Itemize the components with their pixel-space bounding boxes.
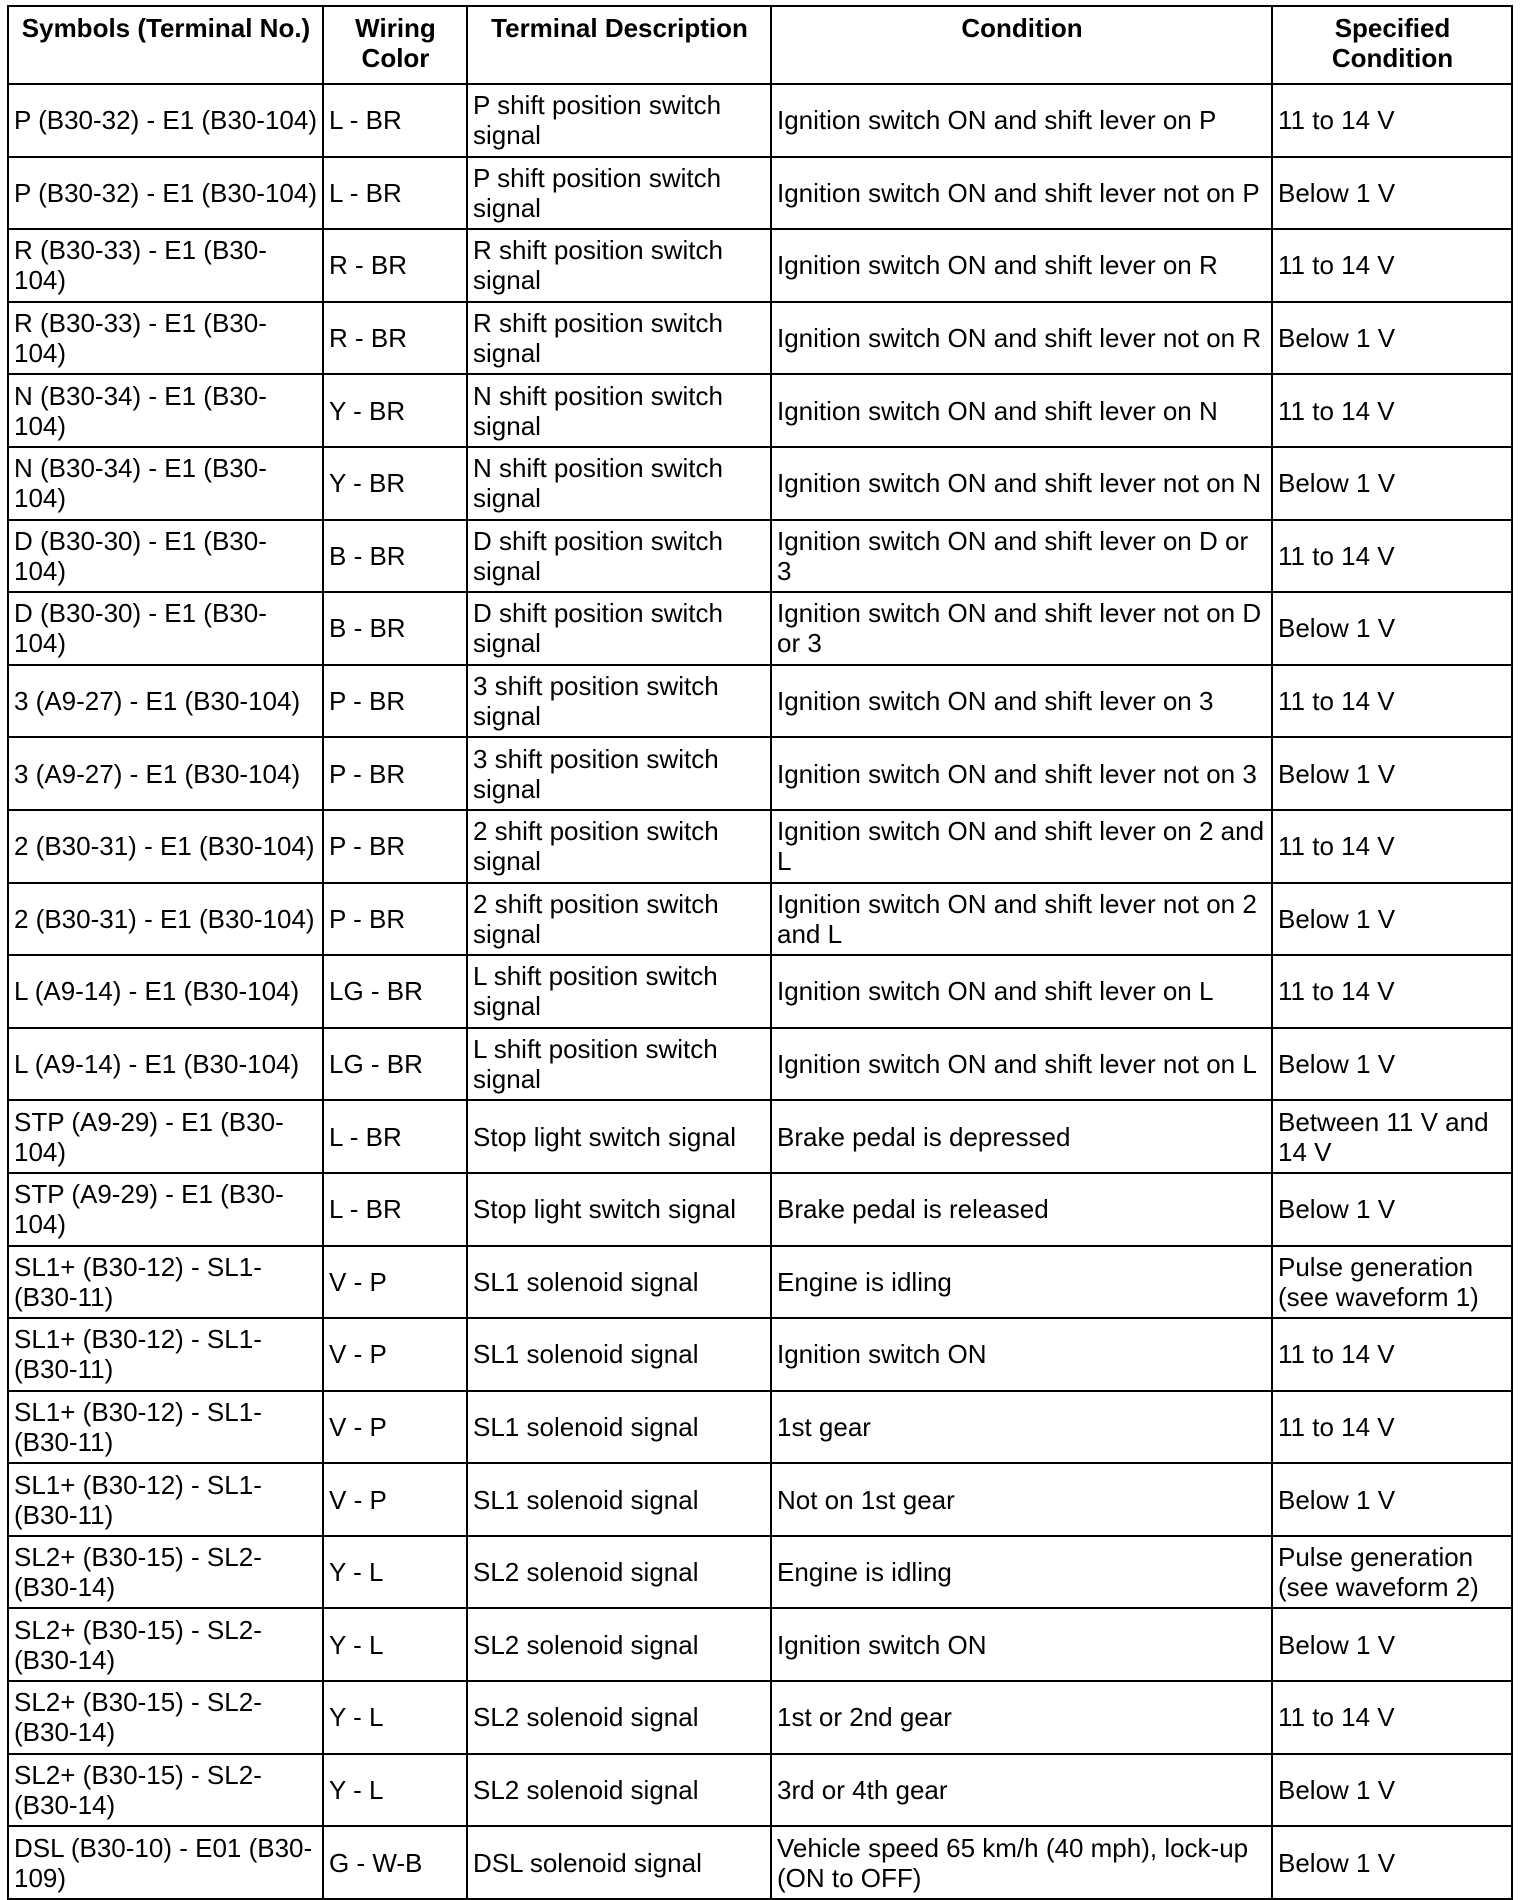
cell-wiring-color: LG - BR — [323, 955, 467, 1028]
table-row — [8, 592, 1512, 665]
cell-terminal-description: SL2 solenoid signal — [467, 1536, 771, 1609]
cell-specified-condition: Below 1 V — [1272, 1826, 1512, 1899]
cell-condition: Brake pedal is depressed — [771, 1100, 1272, 1173]
cell-specified-condition: Below 1 V — [1272, 157, 1512, 230]
terminal-specification-table — [7, 5, 1513, 1900]
cell-symbols: R (B30-33) - E1 (B30-104) — [8, 229, 323, 302]
cell-symbols: 3 (A9-27) - E1 (B30-104) — [8, 665, 323, 738]
cell-specified-condition: 11 to 14 V — [1272, 665, 1512, 738]
cell-wiring-color: P - BR — [323, 883, 467, 956]
cell-symbols: SL2+ (B30-15) - SL2- (B30-14) — [8, 1536, 323, 1609]
cell-terminal-description: 3 shift position switch signal — [467, 737, 771, 810]
cell-wiring-color: V - P — [323, 1246, 467, 1319]
cell-specified-condition: 11 to 14 V — [1272, 1391, 1512, 1464]
table-row — [8, 665, 1512, 738]
cell-symbols: R (B30-33) - E1 (B30-104) — [8, 302, 323, 375]
cell-symbols: SL2+ (B30-15) - SL2- (B30-14) — [8, 1754, 323, 1827]
cell-symbols: L (A9-14) - E1 (B30-104) — [8, 1028, 323, 1101]
cell-wiring-color: L - BR — [323, 1100, 467, 1173]
cell-condition: Ignition switch ON and shift lever on R — [771, 229, 1272, 302]
cell-condition: Engine is idling — [771, 1536, 1272, 1609]
cell-symbols: 2 (B30-31) - E1 (B30-104) — [8, 883, 323, 956]
cell-specified-condition: Pulse generation (see waveform 2) — [1272, 1536, 1512, 1609]
cell-condition: Ignition switch ON and shift lever not on R — [771, 302, 1272, 375]
cell-specified-condition: 11 to 14 V — [1272, 1318, 1512, 1391]
cell-condition: Ignition switch ON — [771, 1608, 1272, 1681]
cell-terminal-description: SL1 solenoid signal — [467, 1318, 771, 1391]
cell-specified-condition: 11 to 14 V — [1272, 84, 1512, 157]
cell-symbols: D (B30-30) - E1 (B30-104) — [8, 592, 323, 665]
cell-symbols: 2 (B30-31) - E1 (B30-104) — [8, 810, 323, 883]
cell-condition: Ignition switch ON and shift lever on P — [771, 84, 1272, 157]
cell-condition: Ignition switch ON — [771, 1318, 1272, 1391]
cell-terminal-description: 2 shift position switch signal — [467, 883, 771, 956]
cell-terminal-description: L shift position switch signal — [467, 955, 771, 1028]
header-specified-condition: Specified Condition — [1272, 6, 1512, 84]
cell-symbols: STP (A9-29) - E1 (B30-104) — [8, 1173, 323, 1246]
cell-terminal-description: 2 shift position switch signal — [467, 810, 771, 883]
cell-terminal-description: 3 shift position switch signal — [467, 665, 771, 738]
table-row — [8, 737, 1512, 810]
cell-wiring-color: Y - BR — [323, 374, 467, 447]
cell-symbols: SL1+ (B30-12) - SL1- (B30-11) — [8, 1246, 323, 1319]
cell-specified-condition: 11 to 14 V — [1272, 374, 1512, 447]
table-row — [8, 883, 1512, 956]
table-body — [8, 84, 1512, 1899]
cell-specified-condition: Pulse generation (see waveform 1) — [1272, 1246, 1512, 1319]
cell-specified-condition: 11 to 14 V — [1272, 520, 1512, 593]
cell-specified-condition: Below 1 V — [1272, 737, 1512, 810]
cell-wiring-color: Y - L — [323, 1754, 467, 1827]
cell-condition: Ignition switch ON and shift lever not on N — [771, 447, 1272, 520]
cell-condition: Engine is idling — [771, 1246, 1272, 1319]
table-row — [8, 302, 1512, 375]
cell-terminal-description: SL1 solenoid signal — [467, 1463, 771, 1536]
cell-specified-condition: 11 to 14 V — [1272, 1681, 1512, 1754]
cell-wiring-color: Y - BR — [323, 447, 467, 520]
table-row — [8, 374, 1512, 447]
cell-symbols: DSL (B30-10) - E01 (B30-109) — [8, 1826, 323, 1899]
table-row — [8, 84, 1512, 157]
cell-wiring-color: Y - L — [323, 1681, 467, 1754]
table-row — [8, 520, 1512, 593]
cell-wiring-color: L - BR — [323, 84, 467, 157]
cell-condition: Ignition switch ON and shift lever on L — [771, 955, 1272, 1028]
cell-symbols: SL1+ (B30-12) - SL1- (B30-11) — [8, 1318, 323, 1391]
cell-symbols: STP (A9-29) - E1 (B30-104) — [8, 1100, 323, 1173]
cell-terminal-description: SL2 solenoid signal — [467, 1754, 771, 1827]
cell-specified-condition: Below 1 V — [1272, 1754, 1512, 1827]
cell-condition: Ignition switch ON and shift lever not on 3 — [771, 737, 1272, 810]
cell-wiring-color: R - BR — [323, 302, 467, 375]
table-row — [8, 1826, 1512, 1899]
cell-terminal-description: R shift position switch signal — [467, 302, 771, 375]
cell-symbols: D (B30-30) - E1 (B30-104) — [8, 520, 323, 593]
cell-condition: Ignition switch ON and shift lever not on P — [771, 157, 1272, 230]
cell-terminal-description: P shift position switch signal — [467, 84, 771, 157]
cell-wiring-color: P - BR — [323, 665, 467, 738]
cell-terminal-description: Stop light switch signal — [467, 1100, 771, 1173]
cell-wiring-color: P - BR — [323, 810, 467, 883]
table-row — [8, 1318, 1512, 1391]
cell-terminal-description: N shift position switch signal — [467, 447, 771, 520]
cell-symbols: 3 (A9-27) - E1 (B30-104) — [8, 737, 323, 810]
cell-terminal-description: L shift position switch signal — [467, 1028, 771, 1101]
table-row — [8, 1028, 1512, 1101]
cell-terminal-description: D shift position switch signal — [467, 592, 771, 665]
cell-wiring-color: V - P — [323, 1318, 467, 1391]
table-row — [8, 1463, 1512, 1536]
cell-wiring-color: B - BR — [323, 592, 467, 665]
table-row — [8, 1173, 1512, 1246]
cell-terminal-description: Stop light switch signal — [467, 1173, 771, 1246]
cell-wiring-color: LG - BR — [323, 1028, 467, 1101]
header-wiring-color: Wiring Color — [323, 6, 467, 84]
cell-specified-condition: Below 1 V — [1272, 1463, 1512, 1536]
cell-terminal-description: SL2 solenoid signal — [467, 1608, 771, 1681]
cell-specified-condition: Between 11 V and 14 V — [1272, 1100, 1512, 1173]
cell-condition: Brake pedal is released — [771, 1173, 1272, 1246]
cell-condition: Ignition switch ON and shift lever on N — [771, 374, 1272, 447]
cell-symbols: P (B30-32) - E1 (B30-104) — [8, 157, 323, 230]
cell-terminal-description: N shift position switch signal — [467, 374, 771, 447]
cell-condition: Ignition switch ON and shift lever on D or 3 — [771, 520, 1272, 593]
cell-condition: Vehicle speed 65 km/h (40 mph), lock-up (ON to OFF) — [771, 1826, 1272, 1899]
cell-condition: Not on 1st gear — [771, 1463, 1272, 1536]
cell-wiring-color: V - P — [323, 1391, 467, 1464]
cell-condition: Ignition switch ON and shift lever on 2 and L — [771, 810, 1272, 883]
cell-symbols: N (B30-34) - E1 (B30-104) — [8, 374, 323, 447]
table-row — [8, 229, 1512, 302]
cell-wiring-color: Y - L — [323, 1536, 467, 1609]
cell-wiring-color: L - BR — [323, 157, 467, 230]
cell-wiring-color: R - BR — [323, 229, 467, 302]
cell-symbols: SL1+ (B30-12) - SL1- (B30-11) — [8, 1391, 323, 1464]
cell-specified-condition: Below 1 V — [1272, 592, 1512, 665]
cell-wiring-color: Y - L — [323, 1608, 467, 1681]
table-row — [8, 1391, 1512, 1464]
table-row — [8, 955, 1512, 1028]
cell-terminal-description: R shift position switch signal — [467, 229, 771, 302]
cell-terminal-description: DSL solenoid signal — [467, 1826, 771, 1899]
header-symbols: Symbols (Terminal No.) — [8, 6, 323, 84]
cell-wiring-color: L - BR — [323, 1173, 467, 1246]
cell-wiring-color: B - BR — [323, 520, 467, 593]
table-row — [8, 1681, 1512, 1754]
header-condition: Condition — [771, 6, 1272, 84]
table-row — [8, 1246, 1512, 1319]
cell-symbols: SL1+ (B30-12) - SL1- (B30-11) — [8, 1463, 323, 1536]
cell-specified-condition: 11 to 14 V — [1272, 810, 1512, 883]
table-header-row — [8, 6, 1512, 84]
cell-wiring-color: G - W-B — [323, 1826, 467, 1899]
cell-terminal-description: SL1 solenoid signal — [467, 1246, 771, 1319]
cell-terminal-description: SL2 solenoid signal — [467, 1681, 771, 1754]
cell-condition: 1st or 2nd gear — [771, 1681, 1272, 1754]
cell-condition: Ignition switch ON and shift lever not on D or 3 — [771, 592, 1272, 665]
table-row — [8, 1754, 1512, 1827]
cell-condition: Ignition switch ON and shift lever not on L — [771, 1028, 1272, 1101]
cell-specified-condition: Below 1 V — [1272, 447, 1512, 520]
cell-condition: Ignition switch ON and shift lever on 3 — [771, 665, 1272, 738]
table-row — [8, 1100, 1512, 1173]
cell-specified-condition: Below 1 V — [1272, 883, 1512, 956]
cell-symbols: L (A9-14) - E1 (B30-104) — [8, 955, 323, 1028]
cell-specified-condition: 11 to 14 V — [1272, 955, 1512, 1028]
cell-symbols: P (B30-32) - E1 (B30-104) — [8, 84, 323, 157]
cell-terminal-description: SL1 solenoid signal — [467, 1391, 771, 1464]
cell-terminal-description: D shift position switch signal — [467, 520, 771, 593]
cell-wiring-color: P - BR — [323, 737, 467, 810]
cell-terminal-description: P shift position switch signal — [467, 157, 771, 230]
cell-wiring-color: V - P — [323, 1463, 467, 1536]
cell-symbols: N (B30-34) - E1 (B30-104) — [8, 447, 323, 520]
cell-condition: 1st gear — [771, 1391, 1272, 1464]
table-row — [8, 1536, 1512, 1609]
cell-specified-condition: Below 1 V — [1272, 1028, 1512, 1101]
cell-specified-condition: Below 1 V — [1272, 1173, 1512, 1246]
cell-symbols: SL2+ (B30-15) - SL2- (B30-14) — [8, 1608, 323, 1681]
table-row — [8, 447, 1512, 520]
cell-specified-condition: Below 1 V — [1272, 1608, 1512, 1681]
table-row — [8, 157, 1512, 230]
table-row — [8, 810, 1512, 883]
table-row — [8, 1608, 1512, 1681]
cell-specified-condition: Below 1 V — [1272, 302, 1512, 375]
cell-condition: Ignition switch ON and shift lever not on 2 and L — [771, 883, 1272, 956]
cell-symbols: SL2+ (B30-15) - SL2- (B30-14) — [8, 1681, 323, 1754]
cell-specified-condition: 11 to 14 V — [1272, 229, 1512, 302]
header-terminal-description: Terminal Description — [467, 6, 771, 84]
cell-condition: 3rd or 4th gear — [771, 1754, 1272, 1827]
